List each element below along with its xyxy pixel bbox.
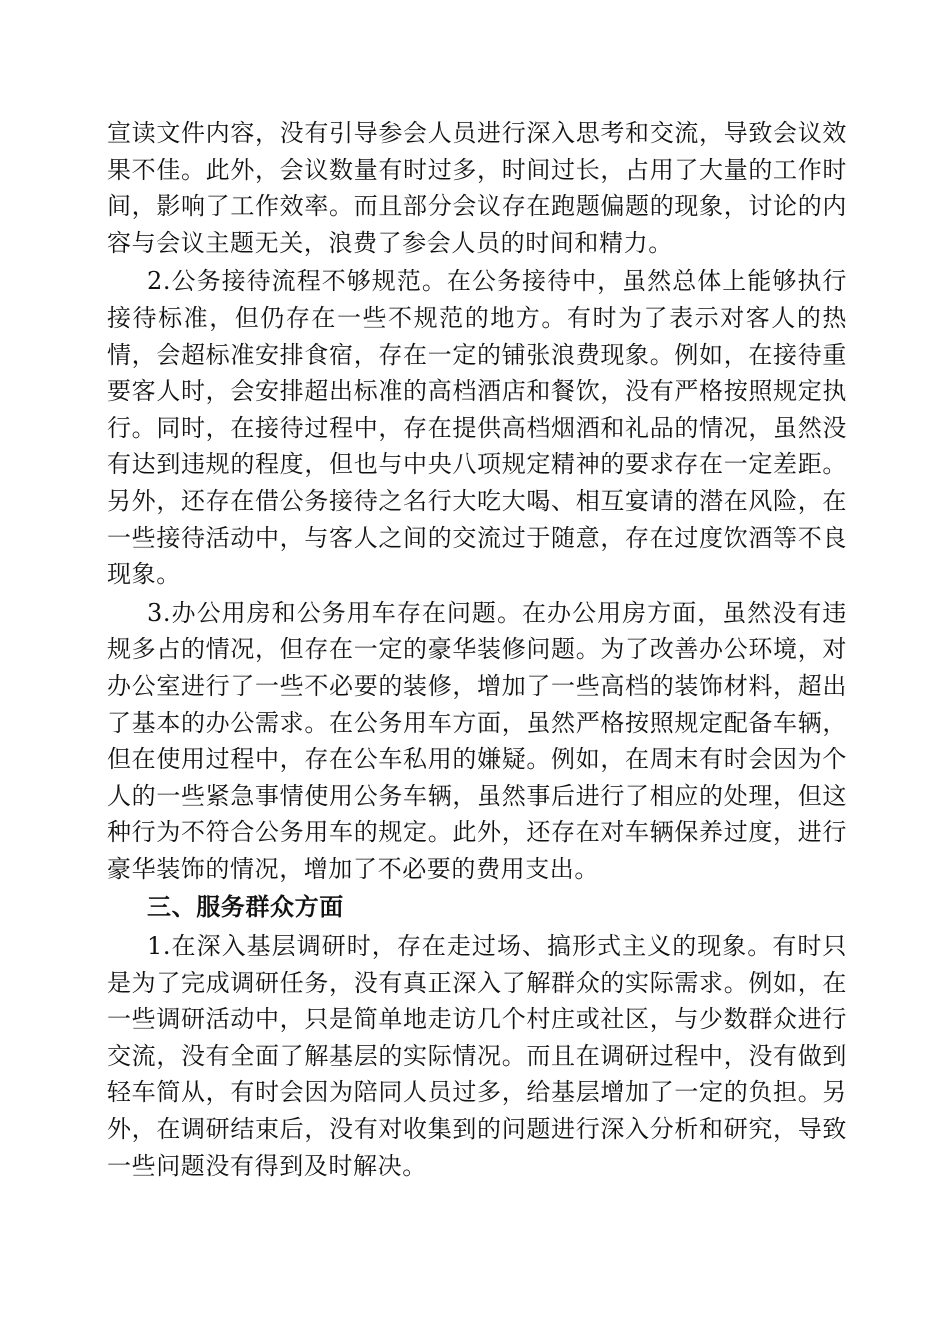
paragraph-grassroots-research: 1.在深入基层调研时，存在走过场、搞形式主义的现象。有时只是为了完成调研任务，没有真正深入了解群众的实际需求。例如，在一些调研活动中，只是简单地走访几个村庄或社区，与少数群众进行交流，没有全面了解基层的实际情况。而且在调研过程中，没有做到轻车简从，有时会因为陪同人员过多，给基层增加了一定的负担。另外，在调研结束后，没有对收集到的问题进行深入分析和研究，导致一些问题没有得到及时解决。 [107,932,847,1180]
paragraph-office-and-vehicles: 3.办公用房和公务用车存在问题。在办公用房方面，虽然没有违规多占的情况，但存在一定的豪华装修问题。为了改善办公环境，对办公室进行了一些不必要的装修，增加了一些高档的装饰材料，超出了基本的办公需求。在公务用车方面，虽然严格按照规定配备车辆，但在使用过程中，存在公车私用的嫌疑。例如，在周末有时会因为个人的一些紧急事情使用公务车辆，虽然事后进行了相应的处理，但这种行为不符合公务用车的规定。此外，还存在对车辆保养过度，进行豪华装饰的情况，增加了不必要的费用支出。 [107,598,847,883]
document-body [107,115,847,1186]
paragraph-meeting-effect: 宣读文件内容，没有引导参会人员进行深入思考和交流，导致会议效果不佳。此外，会议数量有时过多，时间过长，占用了大量的工作时间，影响了工作效率。而且部分会议存在跑题偏题的现象，讨论的内容与会议主题无关，浪费了参会人员的时间和精力。 [107,119,847,257]
paragraph-reception-process: 2.公务接待流程不够规范。在公务接待中，虽然总体上能够执行接待标准，但仍存在一些不规范的地方。有时为了表示对客人的热情，会超标准安排食宿，存在一定的铺张浪费现象。例如，在接待重要客人时，会安排超出标准的高档酒店和餐饮，没有严格按照规定执行。同时，在接待过程中，存在提供高档烟酒和礼品的情况，虽然没有达到违规的程度，但也与中央八项规定精神的要求存在一定差距。另外，还存在借公务接待之名行大吃大喝、相互宴请的潜在风险，在一些接待活动中，与客人之间的交流过于随意，存在过度饮酒等不良现象。 [107,267,847,589]
section-heading-serving-masses: 三、服务群众方面 [147,893,344,922]
